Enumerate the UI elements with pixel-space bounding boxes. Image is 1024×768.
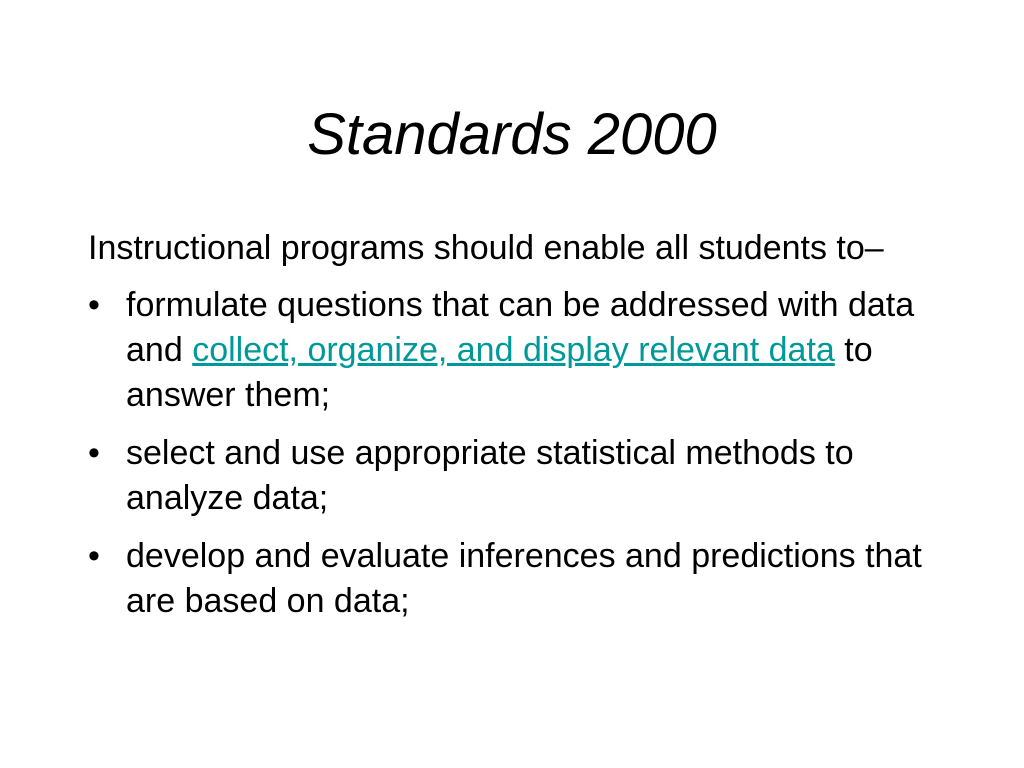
slide-body [88, 226, 958, 637]
slide-title: Standards 2000 [307, 102, 717, 167]
bullet-list [88, 283, 958, 624]
bullet-text-after: to answer them; [126, 331, 873, 414]
bullet-icon: • [88, 434, 100, 472]
collect-organize-display-link[interactable]: collect, organize, and display relevant data [192, 331, 835, 369]
bullet-item [88, 431, 958, 521]
bullet-icon: • [88, 537, 100, 575]
intro-paragraph: Instructional programs should enable all students to– [88, 229, 884, 267]
bullet-item [88, 534, 958, 624]
bullet-text: develop and evaluate inferences and predictions that are based on data; [126, 537, 922, 620]
bullet-text: select and use appropriate statistical methods to analyze data; [126, 434, 854, 517]
bullet-item [88, 283, 958, 418]
bullet-text-before: formulate questions that can be addressed with data and [126, 286, 915, 369]
bullet-icon: • [88, 286, 100, 324]
